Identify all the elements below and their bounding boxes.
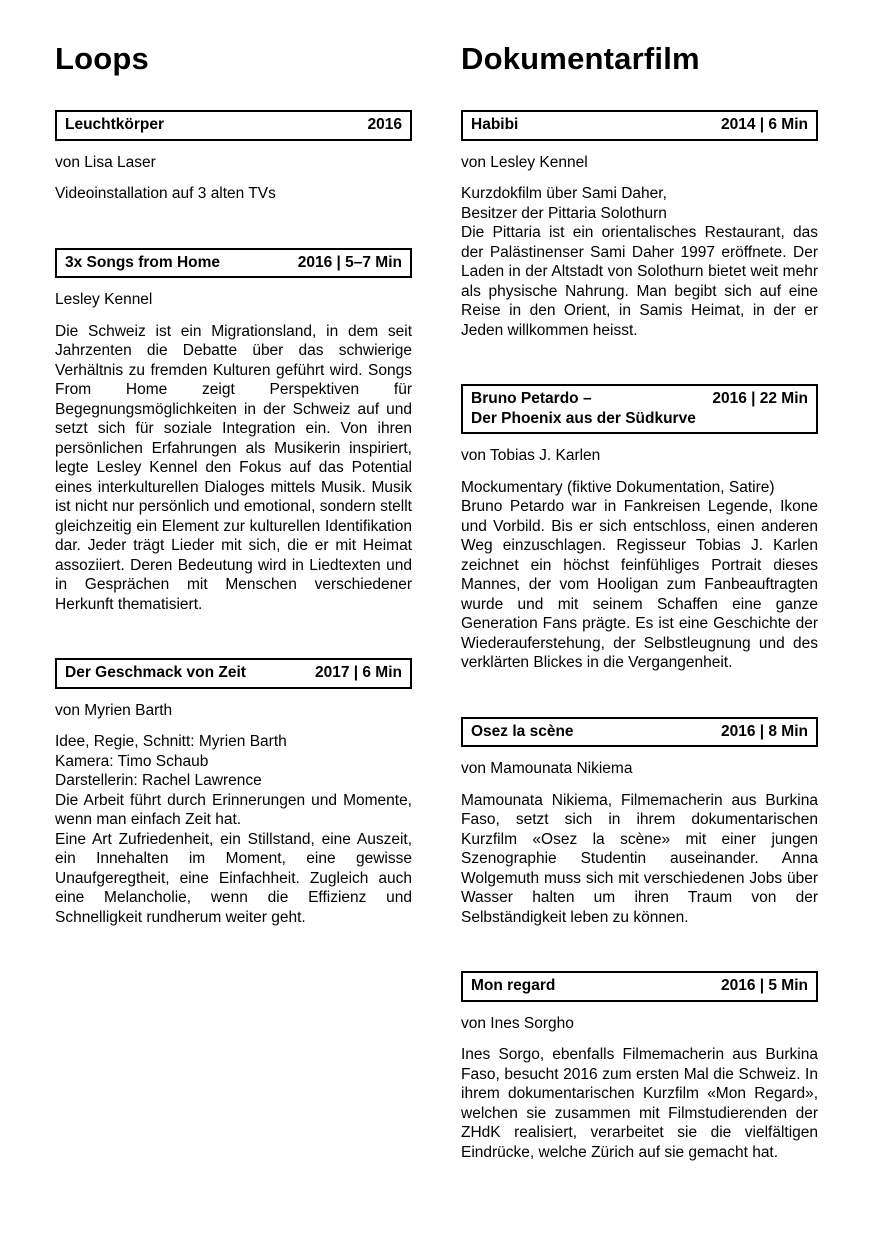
entry-mon-regard: [461, 971, 818, 1162]
film-description: [461, 184, 818, 340]
entry-osez-la-scene: [461, 717, 818, 928]
entry-bruno-petardo: [461, 384, 818, 673]
film-byline: von Tobias J. Karlen: [461, 447, 601, 464]
film-title: [65, 115, 164, 135]
entry-der-geschmack-von-zeit: [55, 658, 412, 927]
film-title-box: [55, 110, 412, 141]
film-description: [461, 791, 818, 928]
description-line: Mockumentary (fiktive Dokumentation, Satire): [461, 478, 775, 496]
entry-leuchtkoerper: [55, 110, 412, 204]
film-description: [55, 322, 412, 615]
description-paragraph: Eine Art Zufriedenheit, ein Stillstand, eine Auszeit, ein Innehalten im Moment, eine gewisse Unaufgeregtheit, eine Einfachheit. Zugleich auch eine Melancholie, wenn die Effizienz und Schnelligkeit rundherum weiter geht.: [55, 830, 412, 926]
film-title-line: Der Geschmack von Zeit: [65, 664, 246, 681]
film-byline: von Ines Sorgho: [461, 1014, 574, 1032]
film-year-duration: 2016 | 5 Min: [720, 977, 808, 994]
credit-line: Kamera: Timo Schaub: [55, 752, 209, 770]
description-paragraph: Mamounata Nikiema, Filmemacherin aus Burkina Faso, setzt sich in ihrem dokumentarischen Kurzfilm «Osez la scène» mit einer jungen Szenographie Studentin auseinander. Anna Wolgemuth muss sich mit verschiedenen Jobs über Wasser halten um ihren Traum von der Selbständigkeit leben zu können.: [461, 791, 818, 926]
film-title-line: Bruno Petardo –: [471, 390, 592, 407]
entry-songs-from-home: [55, 248, 412, 615]
film-title-box: [55, 658, 412, 689]
film-byline: von Myrien Barth: [55, 701, 173, 719]
film-byline: von Lesley Kennel: [461, 153, 588, 171]
film-title-line: Leuchtkörper: [65, 116, 165, 133]
film-byline: von Mamounata Nikiema: [461, 760, 633, 777]
section-heading-loops: Loops: [55, 41, 149, 76]
film-year-duration: 2016 | 8 Min: [720, 722, 808, 740]
description-line: Kurzdokfilm über Sami Daher,: [461, 185, 667, 202]
film-description: [55, 184, 412, 204]
film-title: [471, 115, 518, 135]
film-title: [471, 722, 574, 742]
columns-container: [55, 40, 818, 1162]
column-dokumentarfilm: [461, 40, 818, 1162]
film-description: [461, 478, 818, 673]
film-title: [65, 663, 246, 683]
film-title-line: Osez la scène: [471, 722, 574, 740]
film-title: [471, 389, 696, 428]
film-byline: von Lisa Laser: [55, 153, 156, 171]
film-title-box: [461, 971, 818, 1002]
description-line: Videoinstallation auf 3 alten TVs: [55, 185, 276, 202]
description-paragraph: Die Pittaria ist ein orientalisches Restaurant, das der Palästinenser Sami Daher 1997 eröffnete. Der Laden in der Altstadt von Solothurn bietet weit mehr als physische Nahrung. Man begibt sich auf eine Reise in den Orient, in Samis Heimat, in der er Jeden willkommen heisst.: [461, 224, 818, 339]
film-title-box: [461, 384, 818, 434]
film-year-duration: 2017 | 6 Min: [314, 664, 402, 681]
film-description: [55, 732, 412, 927]
description-line: Besitzer der Pittaria Solothurn: [461, 204, 667, 222]
film-title-line: 3x Songs from Home: [65, 253, 221, 271]
credit-line: Idee, Regie, Schnitt: Myrien Barth: [55, 733, 287, 750]
film-description: [461, 1045, 818, 1162]
film-title-box: [461, 717, 818, 748]
entry-habibi: [461, 110, 818, 340]
description-paragraph: Die Schweiz ist ein Migrationsland, in dem seit Jahrzenten die Debatte über das schwierige Verhältnis zu fremden Kulturen geführt wird. Songs From Home zeigt Perspektiven für Begegnungsmöglichkeiten in der Schweiz auf und setzt sich für soziale Integration ein. Von ihren persönlichen Erfahrungen als Musikerin inspiriert, legte Lesley Kennel den Fokus auf das Potential eines interkulturellen Dialoges mittels Musik. Musik ist nicht nur persönlich und emotional, sondern stellt gleichzeitig ein Element zur kulturellen Identifikation dar. Jeder trägt Lieder mit sich, die er mit Heimat assoziiert. Deren Bedeutung wird in Liedtexten und in Gesprächen mit Menschen verschiedener Herkunft thematisiert.: [55, 322, 412, 613]
film-title-line-2: Der Phoenix aus der Südkurve: [471, 409, 696, 427]
column-loops: [55, 40, 412, 1162]
film-year-duration: 2016: [367, 116, 402, 133]
film-title-box: [461, 110, 818, 141]
film-title-line: Mon regard: [471, 977, 556, 994]
film-title: [471, 976, 555, 996]
film-title: [65, 253, 220, 273]
film-year-duration: 2014 | 6 Min: [720, 116, 808, 133]
film-title-box: [55, 248, 412, 279]
credit-line: Darstellerin: Rachel Lawrence: [55, 772, 262, 789]
film-title-line: Habibi: [471, 116, 519, 133]
section-heading-dokumentarfilm: Dokumentarfilm: [461, 41, 700, 76]
description-paragraph: Ines Sorgo, ebenfalls Filmemacherin aus Burkina Faso, besucht 2016 zum ersten Mal die Schweiz. In ihrem dokumentarischen Kurzfilm «Mon Regard», welchen sie zusammen mit Filmstudierenden der ZHdK realisiert, verarbeitet sie die vielfältigen Eindrücke, welche Zürich auf sie gemacht hat.: [461, 1046, 818, 1161]
description-paragraph: Die Arbeit führt durch Erinnerungen und Momente, wenn man einfach Zeit hat.: [55, 791, 412, 828]
film-year-duration: 2016 | 22 Min: [712, 390, 808, 407]
film-year-duration: 2016 | 5–7 Min: [297, 253, 402, 271]
film-byline: Lesley Kennel: [55, 291, 153, 308]
description-paragraph: Bruno Petardo war in Fankreisen Legende, Ikone und Vorbild. Bis er sich entschloss, einen anderen Weg einzuschlagen. Regisseur Tobias J. Karlen zeichnet ein höchst feinfühliges Portrait dieses Mannes, der vom Hooligan zum Fanbeauftragten wurde und mit seinem Schaffen eine ganze Generation Fans prägte. Es ist eine Geschichte der Wiederauferstehung, der Selbstleugnung und des verklärten Blickes in die Vergangenheit.: [461, 498, 818, 671]
